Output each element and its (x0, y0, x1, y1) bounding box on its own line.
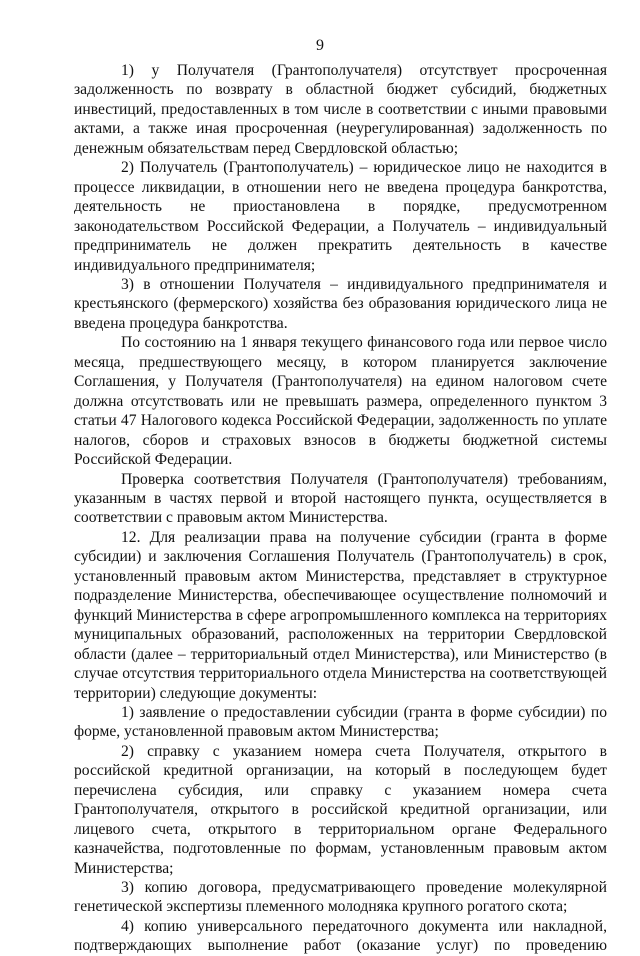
paragraph-item-3: 3) в отношении Получателя – индивидуального предпринимателя и крестьянского (фермерского) хозяйства без образования юридического лица не введена процедура банкротства. (74, 275, 607, 332)
paragraph-item-2: 2) Получатель (Грантополучатель) – юридическое лицо не находится в процессе ликвидации, в отношении него не введена процедура банкротства, деятельность не приостановлена в порядке, предусмотренном законодательством Российской Федерации, а Получатель – индивидуальный предприниматель не должен прекратить деятельность в качестве индивидуального предпринимателя; (74, 159, 607, 274)
document-list-item-4: 4) копию универсального передаточного документа или накладной, подтверждающих выполнение работ (оказание услуг) по проведению (74, 917, 607, 955)
document-body (74, 61, 607, 956)
page-number: 9 (316, 37, 324, 54)
paragraph-tax-debt: По состоянию на 1 января текущего финансового года или первое число месяца, предшествующего месяцу, в котором планируется заключение Соглашения, у Получателя (Грантополучателя) на едином налоговом счете должна отсутствовать или не превышать размера, определенного пунктом 3 статьи 47 Налогового кодекса Российской Федерации, задолженность по уплате налогов, сборов и страховых взносов в бюджеты бюджетной системы Российской Федерации. (74, 334, 607, 469)
paragraph-item-1: 1) у Получателя (Грантополучателя) отсутствует просроченная задолженность по возврату в областной бюджет субсидий, бюджетных инвестиций, предоставленных в том числе в соответствии с иными правовыми актами, а также иная просроченная (неурегулированная) задолженность по денежным обязательствам перед Свердловской областью; (74, 62, 607, 157)
paragraph-verification: Проверка соответствия Получателя (Грантополучателя) требованиям, указанным в частях первой и второй настоящего пункта, осуществляется в соответствии с правовым актом Министерства. (74, 470, 607, 527)
document-list-item-1: 1) заявление о предоставлении субсидии (гранта в форме субсидии) по форме, установленной правовым актом Министерства; (74, 703, 607, 741)
document-list-item-3: 3) копию договора, предусматривающего проведение молекулярной генетической экспертизы племенного молодняка крупного рогатого скота; (74, 879, 607, 916)
document-list-item-2: 2) справку с указанием номера счета Получателя, открытого в российской кредитной организации, на который в последующем будет перечислена субсидия, или справку с указанием номера счета Грантополучателя, открытого в российской кредитной организации, или лицевого счета, открытого в территориальном органе Федерального казначейства, подготовленные по формам, установленным правовым актом Министерства; (74, 742, 607, 877)
paragraph-clause-12: 12. Для реализации права на получение субсидии (гранта в форме субсидии) и заключения Соглашения Получатель (Грантополучатель) в срок, установленный правовым актом Министерства, представляет в структурное подразделение Министерства, обеспечивающее осуществление полномочий и функций Министерства в сфере агропромышленного комплекса на территориях муниципальных образований, расположенных на территории Свердловской области (далее – территориальный отдел Министерства), или Министерство (в случае отсутствия территориального отдела Министерства на соответствующей территории) следующие документы: (74, 528, 607, 702)
